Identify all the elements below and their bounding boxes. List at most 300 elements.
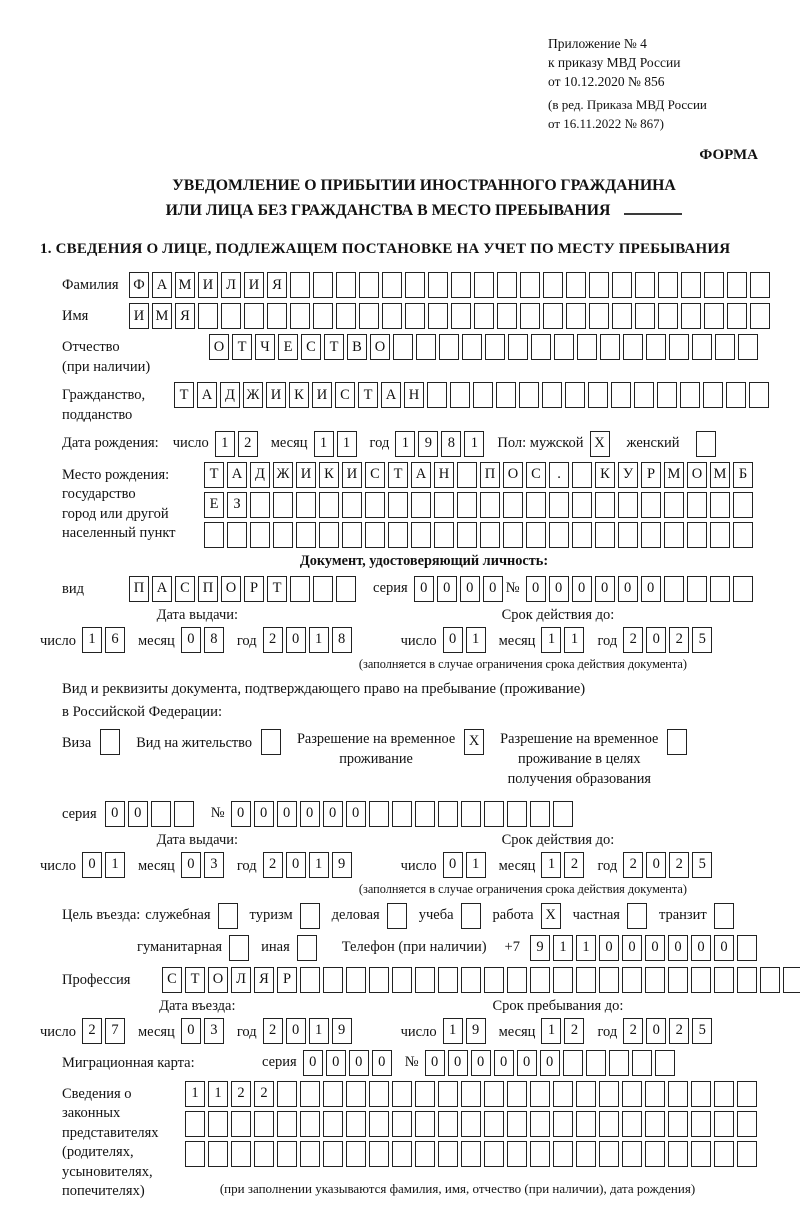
form-cell[interactable]: 1 <box>553 935 573 961</box>
form-cell[interactable] <box>553 967 573 993</box>
form-cell[interactable]: М <box>710 462 730 488</box>
form-cell[interactable]: 5 <box>692 852 712 878</box>
form-cell[interactable] <box>229 935 249 961</box>
form-cell[interactable] <box>290 272 310 298</box>
form-cell[interactable] <box>405 272 425 298</box>
form-cell[interactable] <box>669 334 689 360</box>
form-cell[interactable]: 1 <box>208 1081 228 1107</box>
form-cell[interactable] <box>738 334 758 360</box>
form-cell[interactable] <box>727 303 747 329</box>
form-cell[interactable]: 0 <box>254 801 274 827</box>
form-cell[interactable] <box>733 492 753 518</box>
form-cell[interactable]: И <box>129 303 149 329</box>
form-cell[interactable]: 1 <box>564 627 584 653</box>
form-cell[interactable] <box>668 1081 688 1107</box>
form-cell[interactable]: А <box>411 462 431 488</box>
form-cell[interactable]: 2 <box>231 1081 251 1107</box>
form-cell[interactable]: 2 <box>564 852 584 878</box>
form-cell[interactable]: 2 <box>669 1018 689 1044</box>
form-cell[interactable]: Я <box>175 303 195 329</box>
form-cell[interactable]: О <box>208 967 228 993</box>
form-cell[interactable] <box>632 1050 652 1076</box>
form-cell[interactable]: С <box>175 576 195 602</box>
form-cell[interactable]: П <box>480 462 500 488</box>
form-cell[interactable] <box>622 1111 642 1137</box>
form-cell[interactable]: 8 <box>332 627 352 653</box>
form-cell[interactable] <box>696 431 716 457</box>
form-cell[interactable] <box>273 492 293 518</box>
form-cell[interactable] <box>710 522 730 548</box>
form-cell[interactable]: С <box>526 462 546 488</box>
form-cell[interactable]: М <box>664 462 684 488</box>
form-cell[interactable]: Т <box>232 334 252 360</box>
form-cell[interactable] <box>261 729 281 755</box>
form-cell[interactable] <box>664 522 684 548</box>
form-cell[interactable]: 0 <box>181 852 201 878</box>
form-cell[interactable] <box>151 801 171 827</box>
form-cell[interactable] <box>609 1050 629 1076</box>
form-cell[interactable] <box>300 903 320 929</box>
form-cell[interactable] <box>313 303 333 329</box>
form-cell[interactable] <box>204 522 224 548</box>
form-cell[interactable] <box>382 272 402 298</box>
form-cell[interactable]: 1 <box>443 1018 463 1044</box>
form-cell[interactable]: Д <box>250 462 270 488</box>
form-cell[interactable] <box>549 522 569 548</box>
form-cell[interactable] <box>664 492 684 518</box>
form-cell[interactable] <box>526 492 546 518</box>
form-cell[interactable]: Ф <box>129 272 149 298</box>
form-cell[interactable]: В <box>347 334 367 360</box>
form-cell[interactable]: 0 <box>437 576 457 602</box>
form-cell[interactable] <box>415 967 435 993</box>
form-cell[interactable] <box>645 1081 665 1107</box>
form-cell[interactable] <box>461 801 481 827</box>
form-cell[interactable]: X <box>541 903 561 929</box>
form-cell[interactable]: 0 <box>471 1050 491 1076</box>
form-cell[interactable]: 1 <box>541 852 561 878</box>
form-cell[interactable]: 9 <box>332 852 352 878</box>
form-cell[interactable]: 0 <box>326 1050 346 1076</box>
form-cell[interactable]: Т <box>267 576 287 602</box>
form-cell[interactable]: Е <box>204 492 224 518</box>
form-cell[interactable]: 9 <box>418 431 438 457</box>
form-cell[interactable] <box>290 303 310 329</box>
form-cell[interactable] <box>382 303 402 329</box>
form-cell[interactable]: И <box>296 462 316 488</box>
form-cell[interactable]: 1 <box>82 627 102 653</box>
form-cell[interactable]: Т <box>204 462 224 488</box>
form-cell[interactable]: 8 <box>441 431 461 457</box>
form-cell[interactable] <box>714 903 734 929</box>
form-cell[interactable] <box>737 1111 757 1137</box>
form-cell[interactable] <box>645 1111 665 1137</box>
form-cell[interactable] <box>342 522 362 548</box>
form-cell[interactable]: С <box>365 462 385 488</box>
form-cell[interactable] <box>336 272 356 298</box>
form-cell[interactable] <box>572 462 592 488</box>
form-cell[interactable] <box>319 492 339 518</box>
form-cell[interactable] <box>553 1111 573 1137</box>
form-cell[interactable]: Т <box>388 462 408 488</box>
form-cell[interactable]: 9 <box>530 935 550 961</box>
form-cell[interactable] <box>438 801 458 827</box>
form-cell[interactable] <box>416 334 436 360</box>
form-cell[interactable] <box>451 303 471 329</box>
form-cell[interactable] <box>174 801 194 827</box>
form-cell[interactable]: 2 <box>669 852 689 878</box>
form-cell[interactable] <box>750 272 770 298</box>
form-cell[interactable]: А <box>381 382 401 408</box>
form-cell[interactable]: Ч <box>255 334 275 360</box>
form-cell[interactable] <box>451 272 471 298</box>
form-cell[interactable]: П <box>198 576 218 602</box>
form-cell[interactable]: 0 <box>82 852 102 878</box>
form-cell[interactable]: 0 <box>231 801 251 827</box>
form-cell[interactable]: Ж <box>273 462 293 488</box>
form-cell[interactable] <box>369 1111 389 1137</box>
form-cell[interactable] <box>250 492 270 518</box>
form-cell[interactable] <box>565 382 585 408</box>
form-cell[interactable] <box>319 522 339 548</box>
form-cell[interactable] <box>503 492 523 518</box>
form-cell[interactable] <box>277 1081 297 1107</box>
form-cell[interactable] <box>297 935 317 961</box>
form-cell[interactable] <box>208 1111 228 1137</box>
form-cell[interactable]: И <box>266 382 286 408</box>
form-cell[interactable] <box>185 1111 205 1137</box>
form-cell[interactable]: 0 <box>323 801 343 827</box>
form-cell[interactable]: 0 <box>425 1050 445 1076</box>
form-cell[interactable]: 2 <box>623 1018 643 1044</box>
form-cell[interactable]: 1 <box>464 431 484 457</box>
form-cell[interactable]: А <box>152 576 172 602</box>
form-cell[interactable] <box>450 382 470 408</box>
form-cell[interactable] <box>231 1111 251 1137</box>
form-cell[interactable] <box>530 1081 550 1107</box>
form-cell[interactable]: Н <box>434 462 454 488</box>
form-cell[interactable]: 0 <box>572 576 592 602</box>
form-cell[interactable] <box>668 1111 688 1137</box>
form-cell[interactable]: Т <box>324 334 344 360</box>
form-cell[interactable] <box>681 303 701 329</box>
form-cell[interactable]: 0 <box>691 935 711 961</box>
form-cell[interactable]: 0 <box>349 1050 369 1076</box>
form-cell[interactable] <box>434 492 454 518</box>
form-cell[interactable]: 3 <box>204 1018 224 1044</box>
form-cell[interactable]: 0 <box>372 1050 392 1076</box>
form-cell[interactable] <box>359 303 379 329</box>
form-cell[interactable]: У <box>618 462 638 488</box>
form-cell[interactable] <box>393 334 413 360</box>
form-cell[interactable]: 0 <box>181 627 201 653</box>
form-cell[interactable] <box>519 382 539 408</box>
form-cell[interactable] <box>198 303 218 329</box>
form-cell[interactable] <box>438 1081 458 1107</box>
form-cell[interactable] <box>244 303 264 329</box>
form-cell[interactable] <box>704 303 724 329</box>
form-cell[interactable] <box>227 522 247 548</box>
form-cell[interactable] <box>599 967 619 993</box>
form-cell[interactable]: 6 <box>105 627 125 653</box>
form-cell[interactable] <box>300 1111 320 1137</box>
form-cell[interactable]: 1 <box>541 1018 561 1044</box>
form-cell[interactable] <box>726 382 746 408</box>
form-cell[interactable] <box>411 522 431 548</box>
form-cell[interactable]: 0 <box>526 576 546 602</box>
form-cell[interactable]: 9 <box>332 1018 352 1044</box>
form-cell[interactable]: 1 <box>309 627 329 653</box>
form-cell[interactable] <box>563 1050 583 1076</box>
form-cell[interactable]: 1 <box>185 1081 205 1107</box>
form-cell[interactable] <box>572 522 592 548</box>
form-cell[interactable] <box>566 303 586 329</box>
form-cell[interactable]: 0 <box>460 576 480 602</box>
form-cell[interactable] <box>554 334 574 360</box>
form-cell[interactable] <box>520 303 540 329</box>
form-cell[interactable] <box>439 334 459 360</box>
form-cell[interactable] <box>588 382 608 408</box>
form-cell[interactable]: П <box>129 576 149 602</box>
form-cell[interactable] <box>218 903 238 929</box>
form-cell[interactable]: 0 <box>645 935 665 961</box>
form-cell[interactable] <box>388 492 408 518</box>
form-cell[interactable]: 0 <box>549 576 569 602</box>
form-cell[interactable]: Т <box>174 382 194 408</box>
form-cell[interactable]: Е <box>278 334 298 360</box>
form-cell[interactable] <box>342 492 362 518</box>
form-cell[interactable]: О <box>687 462 707 488</box>
form-cell[interactable] <box>323 967 343 993</box>
form-cell[interactable]: 0 <box>494 1050 514 1076</box>
form-cell[interactable]: 0 <box>300 801 320 827</box>
form-cell[interactable] <box>485 334 505 360</box>
form-cell[interactable] <box>277 1111 297 1137</box>
form-cell[interactable] <box>461 967 481 993</box>
form-cell[interactable]: 0 <box>540 1050 560 1076</box>
form-cell[interactable] <box>553 1081 573 1107</box>
form-cell[interactable]: 1 <box>215 431 235 457</box>
form-cell[interactable] <box>290 576 310 602</box>
form-cell[interactable]: 0 <box>448 1050 468 1076</box>
form-cell[interactable]: 0 <box>646 852 666 878</box>
form-cell[interactable]: 1 <box>576 935 596 961</box>
form-cell[interactable]: 2 <box>263 852 283 878</box>
form-cell[interactable] <box>461 903 481 929</box>
form-cell[interactable] <box>634 382 654 408</box>
form-cell[interactable] <box>473 382 493 408</box>
form-cell[interactable] <box>542 382 562 408</box>
form-cell[interactable]: Д <box>220 382 240 408</box>
form-cell[interactable] <box>599 1081 619 1107</box>
form-cell[interactable] <box>427 382 447 408</box>
form-cell[interactable] <box>589 272 609 298</box>
form-cell[interactable] <box>387 903 407 929</box>
form-cell[interactable]: 0 <box>646 627 666 653</box>
form-cell[interactable]: 0 <box>286 852 306 878</box>
form-cell[interactable]: 2 <box>238 431 258 457</box>
form-cell[interactable] <box>687 522 707 548</box>
form-cell[interactable]: 0 <box>286 627 306 653</box>
form-cell[interactable]: 2 <box>669 627 689 653</box>
form-cell[interactable]: X <box>590 431 610 457</box>
form-cell[interactable] <box>411 492 431 518</box>
form-cell[interactable]: 1 <box>105 852 125 878</box>
form-cell[interactable]: 0 <box>646 1018 666 1044</box>
form-cell[interactable] <box>346 967 366 993</box>
form-cell[interactable]: Т <box>358 382 378 408</box>
form-cell[interactable] <box>641 522 661 548</box>
form-cell[interactable]: Ж <box>243 382 263 408</box>
form-cell[interactable]: X <box>464 729 484 755</box>
form-cell[interactable] <box>641 492 661 518</box>
form-cell[interactable] <box>346 1111 366 1137</box>
form-cell[interactable] <box>618 522 638 548</box>
form-cell[interactable]: Р <box>641 462 661 488</box>
form-cell[interactable] <box>273 522 293 548</box>
form-cell[interactable]: 0 <box>599 935 619 961</box>
form-cell[interactable] <box>664 576 684 602</box>
form-cell[interactable]: А <box>152 272 172 298</box>
form-cell[interactable]: М <box>152 303 172 329</box>
form-cell[interactable]: Р <box>244 576 264 602</box>
form-cell[interactable]: 1 <box>541 627 561 653</box>
form-cell[interactable] <box>680 382 700 408</box>
form-cell[interactable]: 0 <box>595 576 615 602</box>
form-cell[interactable]: 0 <box>128 801 148 827</box>
form-cell[interactable]: К <box>319 462 339 488</box>
form-cell[interactable]: 0 <box>303 1050 323 1076</box>
form-cell[interactable] <box>543 272 563 298</box>
form-cell[interactable] <box>635 303 655 329</box>
form-cell[interactable] <box>531 334 551 360</box>
form-cell[interactable] <box>474 272 494 298</box>
form-cell[interactable]: 2 <box>263 1018 283 1044</box>
form-cell[interactable] <box>503 522 523 548</box>
form-cell[interactable]: Л <box>231 967 251 993</box>
form-cell[interactable] <box>715 334 735 360</box>
form-cell[interactable] <box>576 1081 596 1107</box>
form-cell[interactable] <box>365 522 385 548</box>
form-cell[interactable]: 2 <box>623 627 643 653</box>
form-cell[interactable] <box>704 272 724 298</box>
form-cell[interactable] <box>657 382 677 408</box>
form-cell[interactable]: Р <box>277 967 297 993</box>
form-cell[interactable]: И <box>312 382 332 408</box>
form-cell[interactable] <box>369 1081 389 1107</box>
form-cell[interactable] <box>392 1081 412 1107</box>
form-cell[interactable] <box>323 1111 343 1137</box>
form-cell[interactable] <box>336 303 356 329</box>
form-cell[interactable] <box>612 272 632 298</box>
form-cell[interactable] <box>405 303 425 329</box>
form-cell[interactable]: 2 <box>564 1018 584 1044</box>
form-cell[interactable]: 2 <box>623 852 643 878</box>
form-cell[interactable] <box>507 801 527 827</box>
form-cell[interactable]: 0 <box>517 1050 537 1076</box>
form-cell[interactable] <box>428 272 448 298</box>
form-cell[interactable] <box>687 492 707 518</box>
form-cell[interactable] <box>369 801 389 827</box>
form-cell[interactable] <box>737 967 757 993</box>
form-cell[interactable] <box>434 522 454 548</box>
form-cell[interactable] <box>576 1111 596 1137</box>
form-cell[interactable] <box>691 1081 711 1107</box>
form-cell[interactable] <box>691 1111 711 1137</box>
form-cell[interactable]: 0 <box>622 935 642 961</box>
form-cell[interactable]: 8 <box>204 627 224 653</box>
form-cell[interactable] <box>392 1111 412 1137</box>
form-cell[interactable]: 1 <box>337 431 357 457</box>
form-cell[interactable] <box>365 492 385 518</box>
form-cell[interactable]: 2 <box>82 1018 102 1044</box>
form-cell[interactable] <box>507 967 527 993</box>
form-cell[interactable]: 0 <box>277 801 297 827</box>
form-cell[interactable]: 0 <box>346 801 366 827</box>
form-cell[interactable] <box>681 272 701 298</box>
form-cell[interactable] <box>415 1111 435 1137</box>
form-cell[interactable] <box>438 1111 458 1137</box>
form-cell[interactable] <box>655 1050 675 1076</box>
form-cell[interactable] <box>415 1081 435 1107</box>
form-cell[interactable]: М <box>175 272 195 298</box>
form-cell[interactable] <box>508 334 528 360</box>
form-cell[interactable]: И <box>244 272 264 298</box>
form-cell[interactable] <box>530 1111 550 1137</box>
form-cell[interactable] <box>595 492 615 518</box>
form-cell[interactable] <box>623 334 643 360</box>
form-cell[interactable] <box>727 272 747 298</box>
form-cell[interactable] <box>667 729 687 755</box>
form-cell[interactable]: 1 <box>395 431 415 457</box>
form-cell[interactable] <box>480 492 500 518</box>
form-cell[interactable] <box>635 272 655 298</box>
form-cell[interactable] <box>750 303 770 329</box>
form-cell[interactable] <box>595 522 615 548</box>
form-cell[interactable]: Б <box>733 462 753 488</box>
form-cell[interactable]: 3 <box>204 852 224 878</box>
form-cell[interactable]: 0 <box>414 576 434 602</box>
form-cell[interactable]: 0 <box>181 1018 201 1044</box>
form-cell[interactable] <box>520 272 540 298</box>
form-cell[interactable] <box>507 1081 527 1107</box>
form-cell[interactable]: 1 <box>309 1018 329 1044</box>
form-cell[interactable] <box>392 967 412 993</box>
form-cell[interactable] <box>714 967 734 993</box>
form-cell[interactable]: О <box>503 462 523 488</box>
form-cell[interactable] <box>296 522 316 548</box>
form-cell[interactable]: 5 <box>692 627 712 653</box>
form-cell[interactable] <box>267 303 287 329</box>
form-cell[interactable]: 0 <box>641 576 661 602</box>
form-cell[interactable] <box>300 967 320 993</box>
form-cell[interactable] <box>586 1050 606 1076</box>
form-cell[interactable] <box>221 303 241 329</box>
form-cell[interactable]: 0 <box>668 935 688 961</box>
form-cell[interactable]: 0 <box>714 935 734 961</box>
form-cell[interactable] <box>668 967 688 993</box>
form-cell[interactable] <box>737 935 757 961</box>
form-cell[interactable] <box>553 801 573 827</box>
form-cell[interactable] <box>714 1111 734 1137</box>
form-cell[interactable] <box>549 492 569 518</box>
form-cell[interactable] <box>428 303 448 329</box>
form-cell[interactable]: 2 <box>254 1081 274 1107</box>
form-cell[interactable]: 9 <box>466 1018 486 1044</box>
form-cell[interactable]: 0 <box>443 627 463 653</box>
form-cell[interactable] <box>392 801 412 827</box>
form-cell[interactable]: Я <box>254 967 274 993</box>
